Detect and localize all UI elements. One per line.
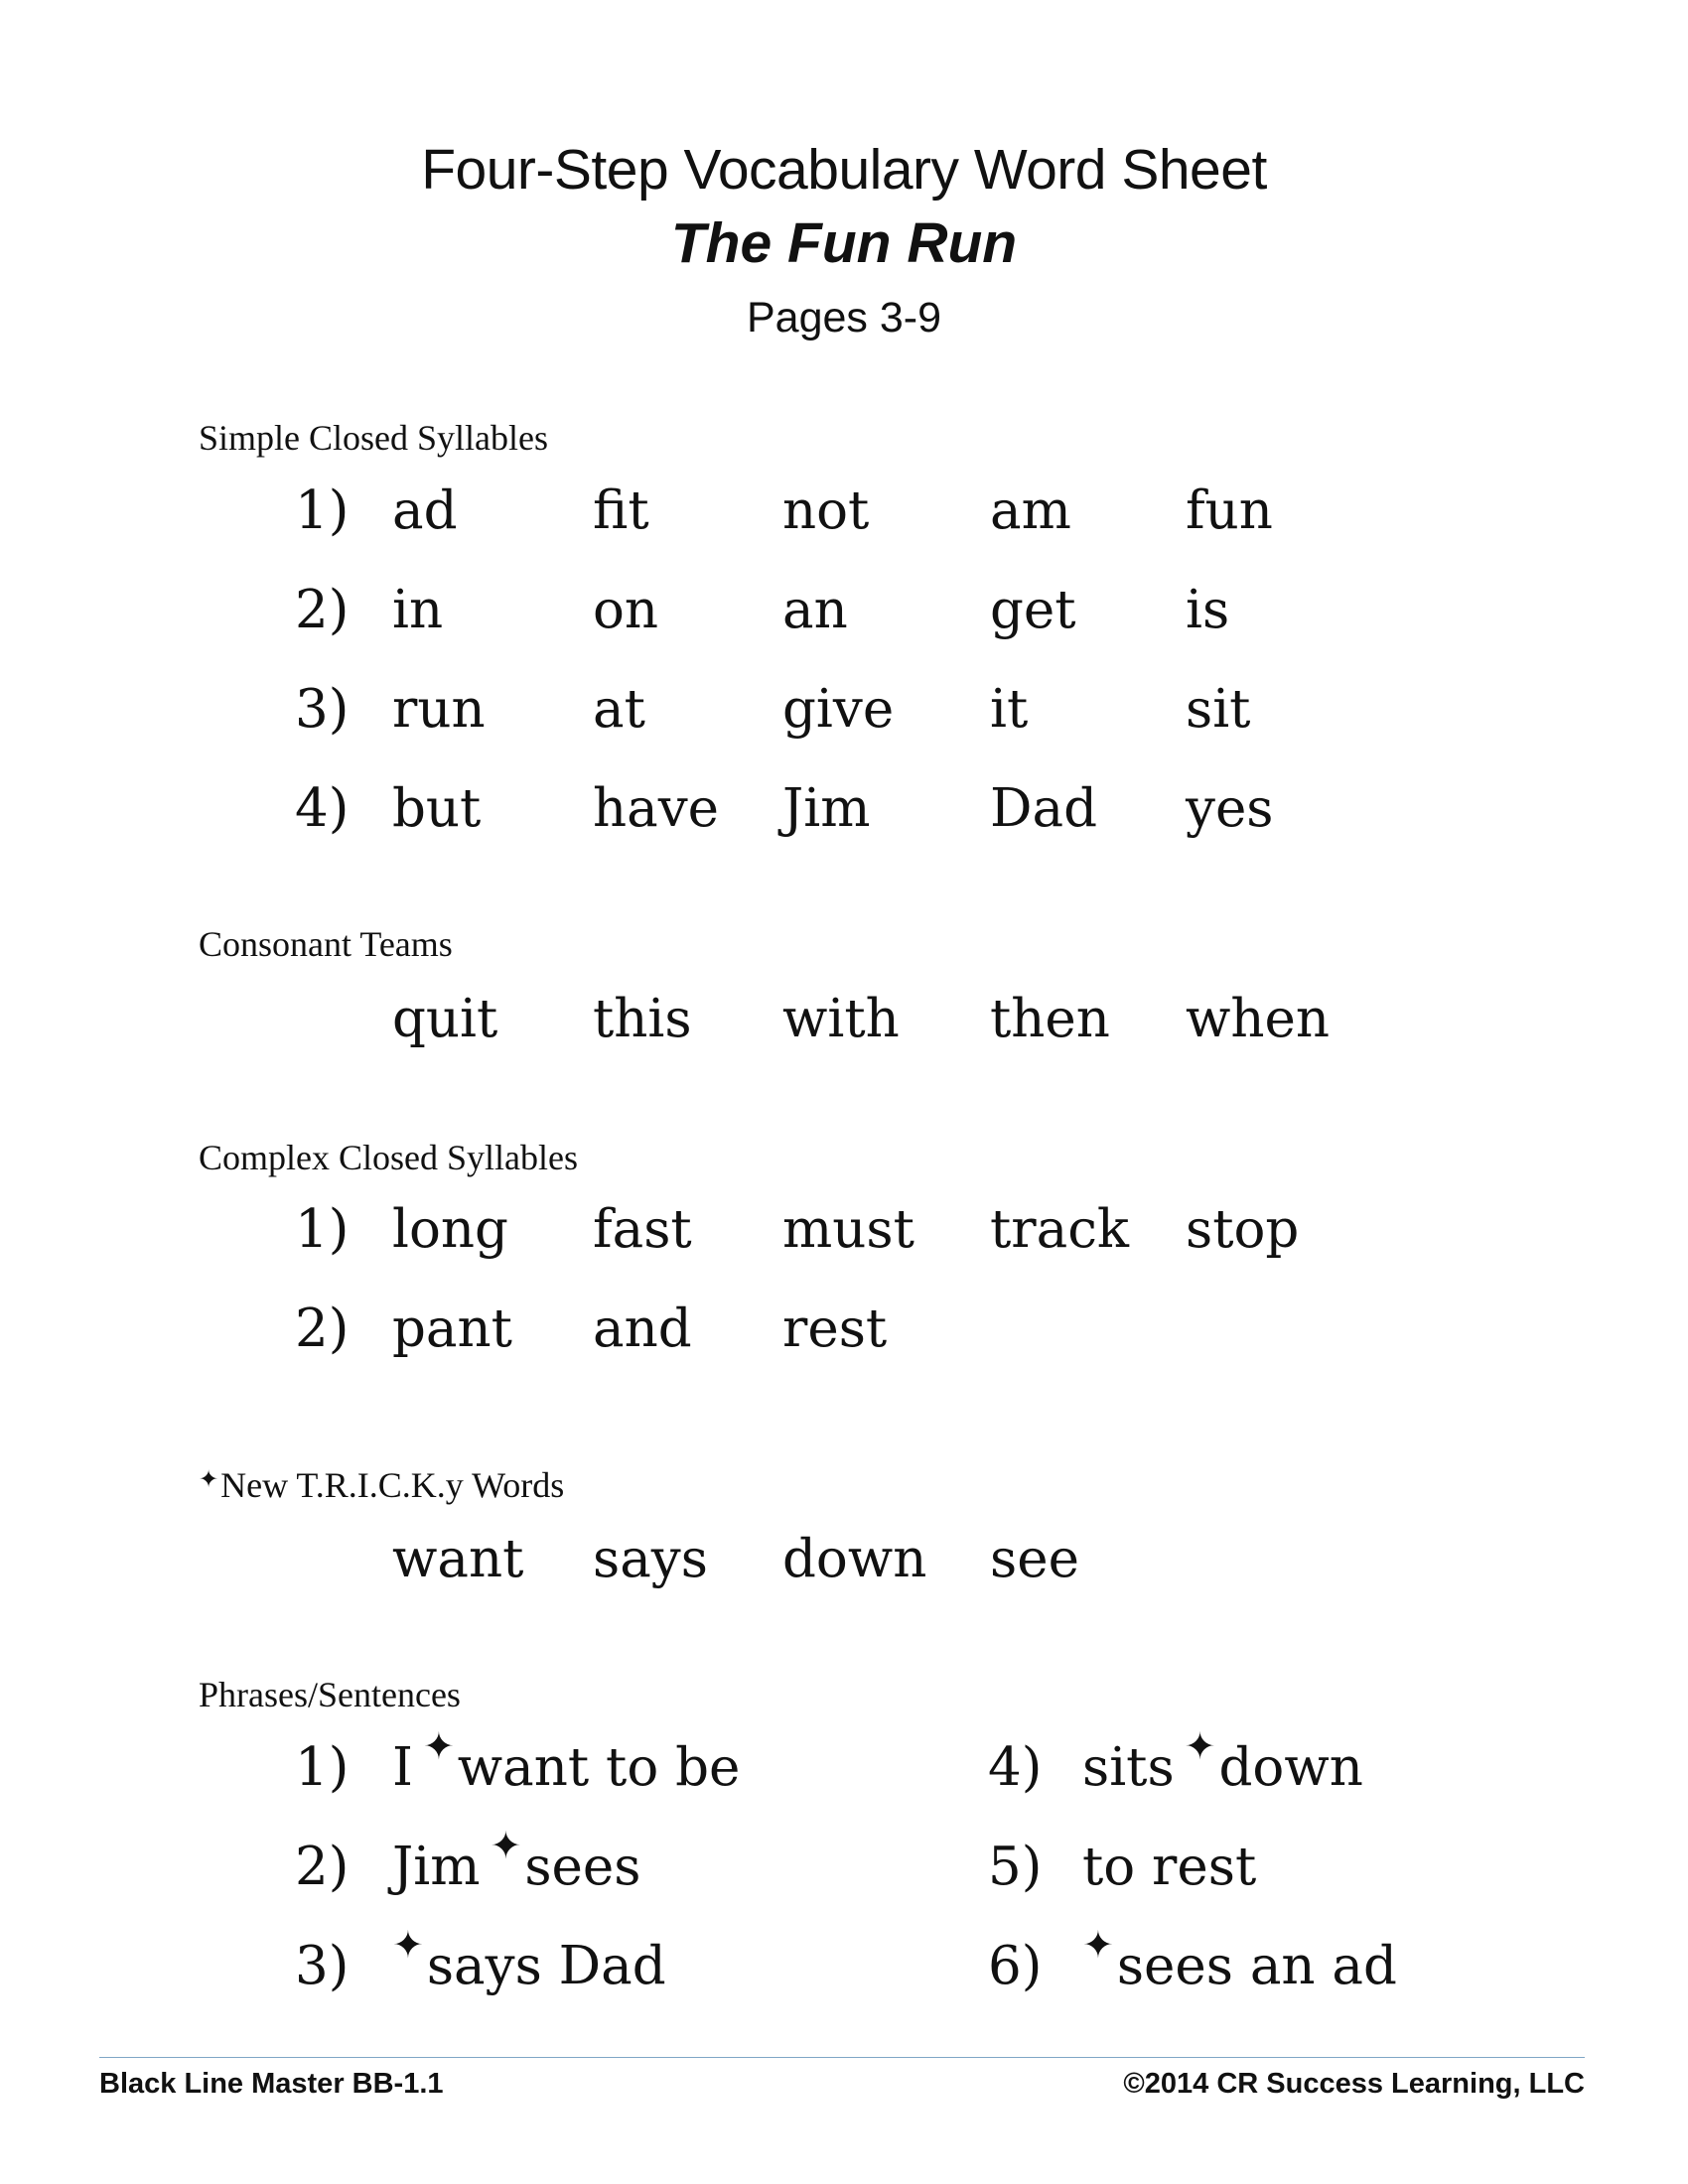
word: then (990, 989, 1110, 1049)
word: Jim (782, 778, 871, 839)
phrase (392, 1824, 641, 1897)
word: this (593, 989, 692, 1049)
word: must (782, 1199, 914, 1260)
word: an (782, 580, 848, 640)
word: on (593, 580, 659, 640)
star-icon: ✦ (490, 1824, 522, 1867)
star-icon: ✦ (1082, 1923, 1114, 1967)
footer-divider (99, 2057, 1585, 2058)
word: rest (782, 1298, 888, 1359)
word: give (782, 679, 895, 740)
word: have (593, 778, 720, 839)
phrase-word: Jim (392, 1837, 481, 1897)
phrase-row (0, 1824, 1688, 1916)
word: sit (1186, 679, 1251, 740)
word: quit (392, 989, 498, 1049)
word-row (0, 580, 1688, 659)
word-row (0, 778, 1688, 858)
word: want (392, 1529, 524, 1589)
phrase-number: 6) (988, 1936, 1043, 1996)
word-row (0, 1298, 1688, 1378)
phrase-number: 4) (988, 1737, 1043, 1798)
phrase-word: sees an ad (1116, 1936, 1397, 1996)
section-heading-consonant-teams: Consonant Teams (199, 924, 453, 964)
word-row (0, 480, 1688, 560)
word: yes (1186, 778, 1274, 839)
phrase (392, 1923, 666, 1996)
word: not (782, 480, 870, 541)
row-number: 1) (295, 1199, 350, 1260)
row-number: 2) (295, 1298, 350, 1359)
footer-copyright: ©2014 CR Success Learning, LLC (1123, 2068, 1585, 2100)
phrase-row (0, 1923, 1688, 2015)
star-icon: ✦ (1184, 1724, 1216, 1768)
word: is (1186, 580, 1230, 640)
phrase-number: 5) (988, 1837, 1043, 1897)
phrase: to rest (1082, 1837, 1257, 1897)
star-icon: ✦ (422, 1724, 455, 1768)
page-range: Pages 3-9 (746, 294, 942, 341)
word: fun (1186, 480, 1273, 541)
row-number: 1) (295, 480, 350, 541)
word-row (0, 989, 1688, 1068)
word: and (593, 1298, 692, 1359)
phrase-word: I (392, 1737, 413, 1798)
word: when (1186, 989, 1330, 1049)
word-row (0, 679, 1688, 758)
phrase (392, 1724, 741, 1798)
row-number: 4) (295, 778, 350, 839)
page-title: Four-Step Vocabulary Word Sheet (421, 138, 1267, 202)
word: but (392, 778, 482, 839)
section-heading-complex-closed: Complex Closed Syllables (199, 1138, 578, 1177)
phrase-number: 2) (295, 1837, 350, 1897)
phrase (1082, 1923, 1397, 1996)
star-icon: ✦ (392, 1923, 424, 1967)
section-heading-phrases: Phrases/Sentences (199, 1675, 461, 1714)
word: in (392, 580, 444, 640)
phrase-word: down (1218, 1737, 1363, 1798)
row-number: 3) (295, 679, 350, 740)
phrase-number: 3) (295, 1936, 350, 1996)
word: says (593, 1529, 708, 1589)
phrase-word: says Dad (426, 1936, 666, 1996)
word: down (782, 1529, 927, 1589)
phrase-word: want to be (457, 1737, 741, 1798)
word: ad (392, 480, 458, 541)
book-title: The Fun Run (670, 211, 1018, 275)
word: get (990, 580, 1076, 640)
word: see (990, 1529, 1079, 1589)
word: pant (392, 1298, 512, 1359)
section-heading-tricky-words (199, 1464, 564, 1506)
word: it (990, 679, 1029, 740)
word: Dad (990, 778, 1098, 839)
section-heading-simple-closed: Simple Closed Syllables (199, 418, 549, 458)
phrase-word: sees (524, 1837, 641, 1897)
row-number: 2) (295, 580, 350, 640)
word: stop (1186, 1199, 1300, 1260)
word: am (990, 480, 1071, 541)
star-icon: ✦ (199, 1465, 219, 1493)
section-heading-text: New T.R.I.C.K.y Words (220, 1465, 565, 1505)
word: fast (593, 1199, 692, 1260)
phrase (1082, 1724, 1363, 1798)
word-row (0, 1529, 1688, 1608)
word: fit (593, 480, 649, 541)
footer-master-label: Black Line Master BB-1.1 (99, 2068, 444, 2100)
word: run (392, 679, 486, 740)
word: long (392, 1199, 508, 1260)
phrase-row (0, 1724, 1688, 1817)
phrase-number: 1) (295, 1737, 350, 1798)
phrase-word: sits (1082, 1737, 1175, 1798)
word: track (990, 1199, 1130, 1260)
word-row (0, 1199, 1688, 1279)
word: at (593, 679, 645, 740)
word: with (782, 989, 900, 1049)
